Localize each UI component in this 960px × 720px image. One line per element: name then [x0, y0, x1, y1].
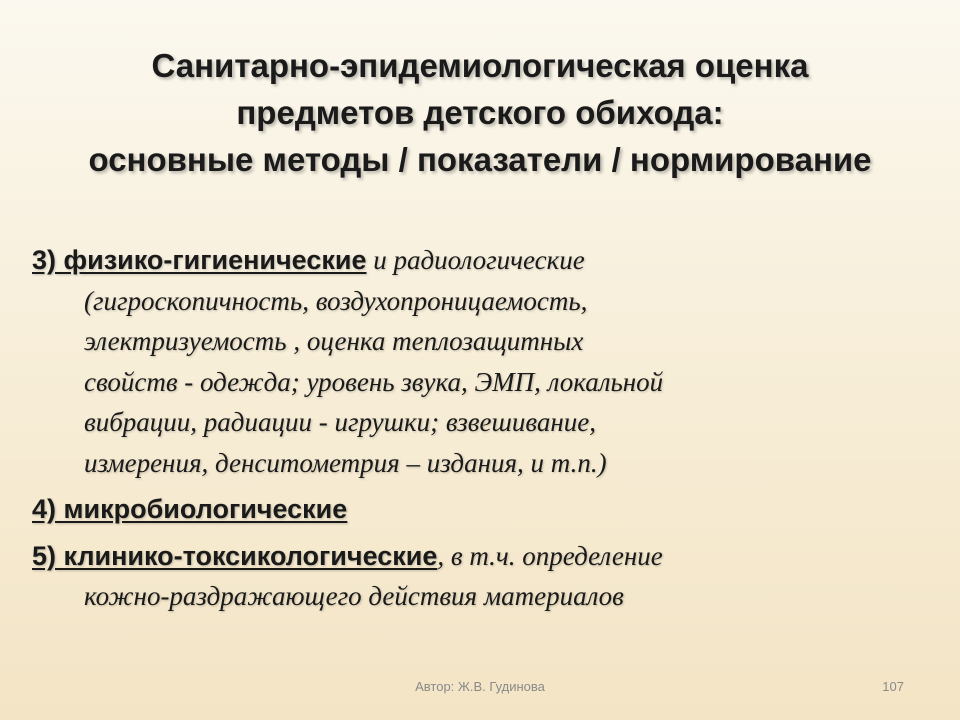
item-continuation: электризуемость , оценка теплозащитных — [84, 326, 584, 356]
item-continuation: кожно-раздражающего действия материалов — [84, 581, 624, 611]
item-heading: 4) микробиологические — [32, 494, 348, 524]
item-continuation: вибрации, радиации - игрушки; взвешивание, — [84, 407, 597, 437]
item-continuation: свойств - одежда; уровень звука, ЭМП, локальной — [84, 366, 664, 397]
title-line: основные методы / показатели / нормирование — [88, 141, 872, 178]
list-item-physico-hygienic — [32, 240, 932, 483]
slide-content — [32, 240, 932, 623]
item-continuation: измерения, денситометрия – издания, и т.п.) — [84, 447, 607, 478]
footer-author: Автор: Ж.В. Гудинова — [415, 679, 545, 694]
title-line: Санитарно-эпидемиологическая оценка — [151, 47, 809, 84]
item-heading: 3) физико-гигиенические — [32, 245, 367, 275]
slide-title — [0, 42, 960, 183]
page-number: 107 — [882, 679, 904, 694]
item-heading: 5) клинико-токсикологические — [32, 540, 438, 571]
item-continuation: (гигроскопичность, воздухопроницаемость, — [84, 285, 588, 316]
list-item-clinical-toxicological — [32, 536, 932, 617]
item-text: , в т.ч. определение — [437, 540, 663, 571]
title-line: предметов детского обихода: — [236, 94, 724, 131]
list-item-microbiological — [32, 489, 932, 530]
item-text: и радиологические — [366, 245, 585, 275]
